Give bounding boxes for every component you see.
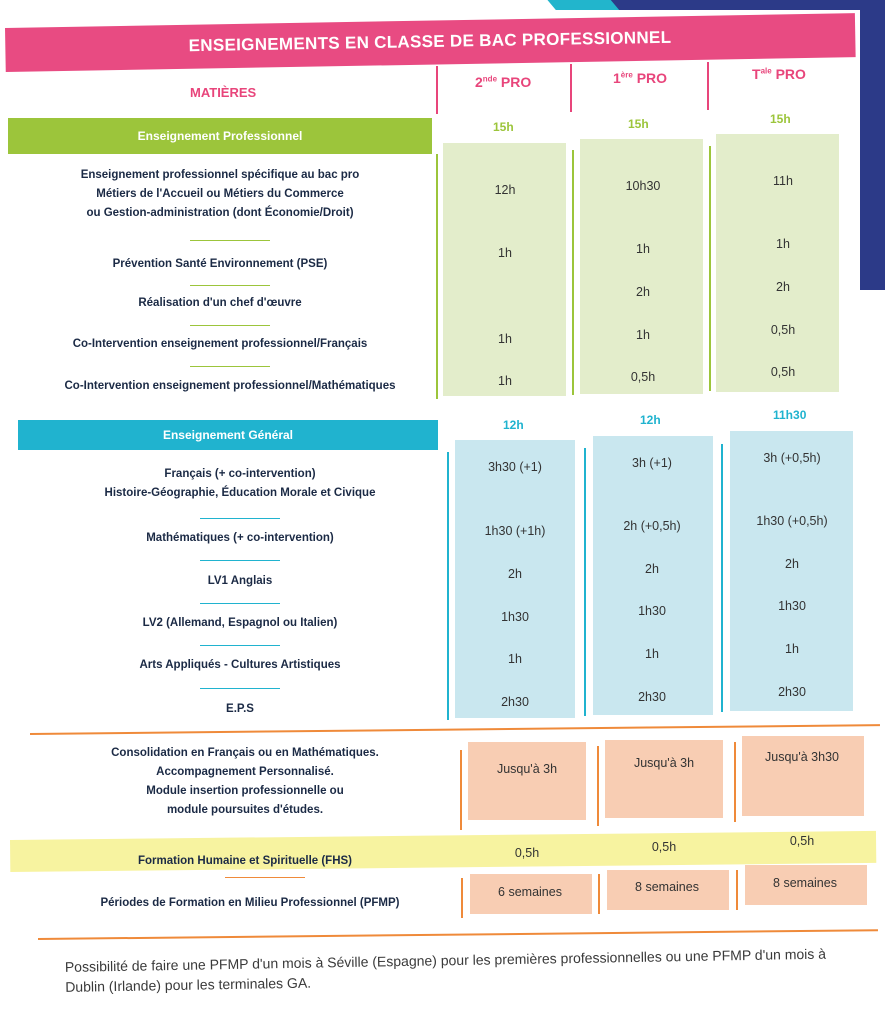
row-label-francais — [30, 465, 450, 503]
row-label-consolidation — [60, 744, 430, 820]
row-separator — [190, 285, 270, 286]
subjects-header: MATIÈRES — [190, 85, 257, 100]
column-header-rest: PRO — [497, 74, 532, 90]
row-separator — [200, 518, 280, 519]
column-divider — [460, 750, 462, 830]
row-label-line: Consolidation en Français ou en Mathématiques. — [111, 747, 379, 759]
cell-value: 0,5h — [514, 846, 540, 860]
column-header-sup: ère — [620, 70, 633, 80]
column-header-terminale — [752, 66, 806, 82]
cell-value: 0,5h — [630, 370, 656, 384]
cell-value: 1h — [508, 652, 522, 666]
row-label-pse: Prévention Santé Environnement (PSE) — [112, 258, 328, 270]
cell-value: 2h — [776, 280, 790, 294]
total-general-2nde: 12h — [503, 418, 524, 432]
column-header-sup: ale — [760, 66, 772, 76]
cell-value: 8 semaines — [635, 880, 699, 894]
cell-value: 2h — [636, 285, 650, 299]
header-divider — [436, 66, 438, 114]
cell-value: 1h — [785, 642, 799, 656]
row-label-coint-maths: Co-Intervention enseignement professionnel/Mathématiques — [64, 380, 396, 392]
cell-value: 1h — [498, 246, 512, 260]
cell-value: 2h — [645, 562, 659, 576]
column-divider — [736, 870, 738, 910]
total-professional-terminale: 15h — [770, 112, 791, 126]
cell-value: Jusqu'à 3h — [633, 756, 695, 770]
professional-column-1ere — [580, 139, 703, 394]
cell-value: 2h — [508, 567, 522, 581]
consolidation-box-2nde — [468, 742, 586, 820]
row-label-lv1: LV1 Anglais — [207, 575, 273, 587]
cell-value: 1h30 — [638, 604, 666, 618]
cell-value: 1h — [498, 374, 512, 388]
total-general-terminale: 11h30 — [773, 408, 807, 422]
cell-value: 8 semaines — [773, 876, 837, 890]
row-label-pfmp: Périodes de Formation en Milieu Professionnel (PFMP) — [100, 897, 400, 909]
row-label-maths: Mathématiques (+ co-intervention) — [146, 532, 334, 544]
column-divider — [436, 154, 438, 399]
column-header-base: 1 — [613, 70, 621, 86]
column-divider — [597, 746, 599, 826]
cell-value: 2h (+0,5h) — [623, 519, 681, 533]
section-bar-general: Enseignement Général — [18, 420, 438, 450]
column-divider — [734, 742, 736, 822]
column-header-1ere — [613, 70, 667, 86]
cell-value: 0,5h — [651, 840, 677, 854]
cell-value: 1h30 — [501, 610, 529, 624]
row-separator — [225, 877, 305, 878]
column-divider — [721, 444, 723, 712]
column-header-2nde — [475, 74, 531, 90]
cell-value: 1h30 (+1h) — [484, 524, 546, 538]
total-general-1ere: 12h — [640, 413, 661, 427]
cell-value: 3h (+0,5h) — [763, 451, 821, 465]
column-header-sup: nde — [482, 74, 498, 84]
row-label-line: module poursuites d'études. — [166, 804, 324, 816]
cell-value: Jusqu'à 3h — [496, 762, 558, 776]
row-label-line: Français (+ co-intervention) — [164, 468, 316, 480]
professional-column-terminale — [716, 134, 839, 392]
total-professional-1ere: 15h — [628, 117, 649, 131]
column-header-rest: PRO — [632, 70, 668, 86]
header-divider — [707, 62, 709, 110]
section-bar-professional: Enseignement Professionnel — [8, 118, 432, 154]
general-column-terminale — [730, 431, 853, 711]
column-divider — [572, 150, 574, 395]
row-label-coint-francais: Co-Intervention enseignement professionnel/Français — [72, 338, 368, 350]
row-label-line: Histoire-Géographie, Éducation Morale et Civique — [104, 487, 376, 499]
row-separator — [190, 366, 270, 367]
row-separator — [200, 645, 280, 646]
column-divider — [709, 146, 711, 391]
row-label-line: ou Gestion-administration (dont Économie/Droit) — [86, 207, 354, 219]
cell-value: 3h30 (+1) — [488, 460, 542, 474]
row-label-specific-teaching — [30, 166, 410, 223]
row-separator — [200, 688, 280, 689]
column-divider — [598, 874, 600, 914]
column-header-base: 2 — [475, 74, 483, 90]
cell-value: 10h30 — [625, 179, 661, 193]
cell-value: 3h (+1) — [632, 456, 672, 470]
cell-value: 2h30 — [501, 695, 529, 709]
cell-value: 1h — [498, 332, 512, 346]
row-separator — [200, 560, 280, 561]
column-header-rest: PRO — [771, 66, 806, 82]
cell-value: 2h — [785, 557, 799, 571]
cell-value: 12h — [494, 183, 516, 197]
header-divider — [570, 64, 572, 112]
cell-value: 11h — [773, 174, 793, 188]
cell-value: 1h — [776, 237, 790, 251]
professional-column-2nde — [443, 143, 566, 396]
row-label-line: Métiers de l'Accueil ou Métiers du Commerce — [96, 188, 344, 200]
row-label-line: Module insertion professionnelle ou — [146, 785, 344, 797]
cell-value: 0,5h — [770, 323, 796, 337]
row-separator — [190, 325, 270, 326]
cell-value: 2h30 — [638, 690, 666, 704]
column-header-base: T — [752, 66, 761, 82]
row-label-chef-oeuvre: Réalisation d'un chef d'œuvre — [138, 297, 302, 309]
row-label-fhs: Formation Humaine et Spirituelle (FHS) — [137, 855, 353, 867]
column-divider — [461, 878, 463, 918]
cell-value: 1h30 (+0,5h) — [756, 514, 828, 528]
cell-value: 0,5h — [770, 365, 796, 379]
footnote: Possibilité de faire une PFMP d'un mois à Séville (Espagne) pour les premières professionnelles ou une PFMP d'un mois à Dublin (Irlande) pour les terminales GA. — [64, 945, 827, 995]
row-separator — [200, 603, 280, 604]
row-label-line: Enseignement professionnel spécifique au bac pro — [80, 169, 360, 181]
row-label-eps: E.P.S — [226, 703, 254, 715]
cell-value: 6 semaines — [498, 885, 562, 899]
total-professional-2nde: 15h — [493, 120, 514, 134]
row-separator — [190, 240, 270, 241]
cell-value: 1h — [645, 647, 659, 661]
cell-value: 0,5h — [789, 834, 815, 848]
column-divider — [584, 448, 586, 716]
cell-value: 1h — [636, 328, 650, 342]
cell-value: Jusqu'à 3h30 — [765, 750, 839, 764]
cell-value: 1h — [636, 242, 650, 256]
row-label-lv2: LV2 (Allemand, Espagnol ou Italien) — [142, 617, 338, 629]
row-label-arts: Arts Appliqués - Cultures Artistiques — [139, 659, 341, 671]
page-title: ENSEIGNEMENTS EN CLASSE DE BAC PROFESSIONNEL — [188, 27, 672, 56]
consolidation-box-1ere — [605, 740, 723, 818]
cell-value: 1h30 — [778, 599, 806, 613]
consolidation-box-terminale — [742, 736, 864, 816]
cell-value: 2h30 — [778, 685, 806, 699]
row-label-line: Accompagnement Personnalisé. — [156, 766, 334, 778]
